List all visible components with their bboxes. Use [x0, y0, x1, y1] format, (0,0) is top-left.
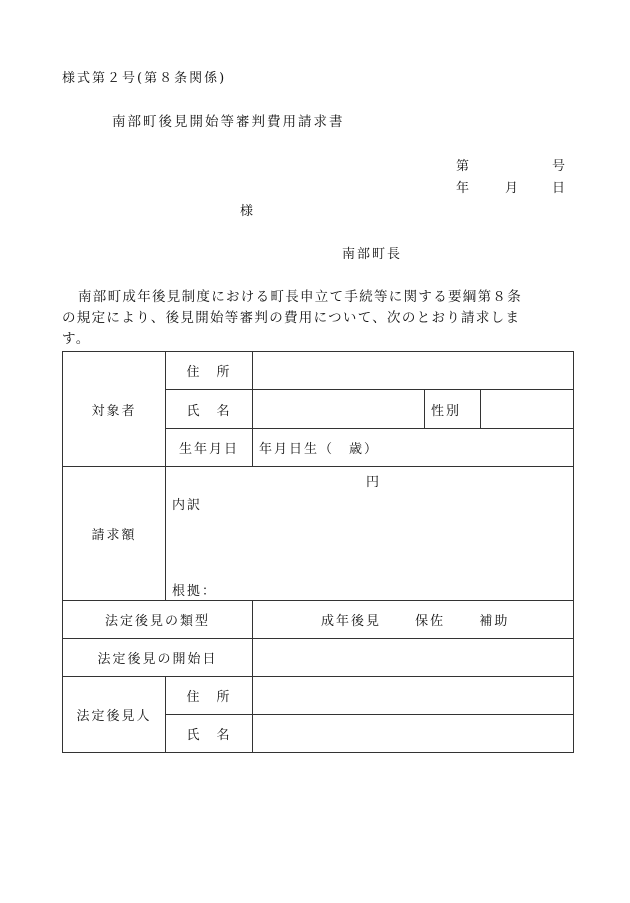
subject-address-label: 住 所 [166, 352, 253, 390]
subject-name-field[interactable] [253, 390, 425, 429]
subject-address-field[interactable] [253, 352, 574, 390]
paragraph-line: 南部町成年後見制度における町長申立て手続等に関する要綱第８条 [78, 289, 522, 305]
document-title: 南部町後見開始等審判費用請求書 [112, 114, 345, 130]
claim-form-table [62, 351, 574, 753]
guardian-person-label: 法定後見人 [63, 677, 166, 753]
request-paragraph [62, 287, 578, 350]
date-day: 日 [552, 181, 568, 196]
guardian-start-label: 法定後見の開始日 [63, 639, 253, 677]
doc-number-prefix: 第 [456, 159, 472, 174]
guardian-type-option[interactable]: 成年後見 [321, 614, 382, 629]
subject-gender-field[interactable] [481, 390, 574, 429]
guardian-type-label: 法定後見の類型 [63, 601, 253, 639]
issuer-name: 南部町長 [342, 247, 403, 262]
guardian-type-field[interactable] [253, 601, 574, 639]
subject-gender-label: 性別 [425, 390, 481, 429]
doc-number-suffix: 号 [552, 159, 568, 174]
subject-label: 対象者 [63, 352, 166, 467]
claim-amount-field[interactable] [166, 467, 574, 601]
yen-unit: 円 [366, 475, 382, 490]
paragraph-line: の規定により、後見開始等審判の費用について、次のとおり請求しま [62, 310, 521, 326]
guardian-name-field[interactable] [253, 715, 574, 753]
guardian-address-label: 住 所 [166, 677, 253, 715]
date-year: 年 [456, 181, 472, 196]
guardian-start-field[interactable] [253, 639, 574, 677]
addressee-honorific: 様 [240, 204, 256, 219]
form-number: 様式第２号(第８条関係) [62, 71, 227, 86]
guardian-address-field[interactable] [253, 677, 574, 715]
guardian-type-option[interactable]: 保佐 [415, 614, 446, 629]
guardian-name-label: 氏 名 [166, 715, 253, 753]
breakdown-label: 内訳 [172, 498, 203, 513]
subject-birthdate-field[interactable]: 年月日生（ 歳） [253, 429, 574, 467]
paragraph-line: す。 [62, 331, 91, 347]
subject-birthdate-label: 生年月日 [166, 429, 253, 467]
date-month: 月 [505, 181, 521, 196]
claim-amount-label: 請求額 [63, 467, 166, 601]
guardian-type-option[interactable]: 補助 [479, 614, 510, 629]
basis-label: 根拠： [172, 584, 218, 599]
subject-name-label: 氏 名 [166, 390, 253, 429]
